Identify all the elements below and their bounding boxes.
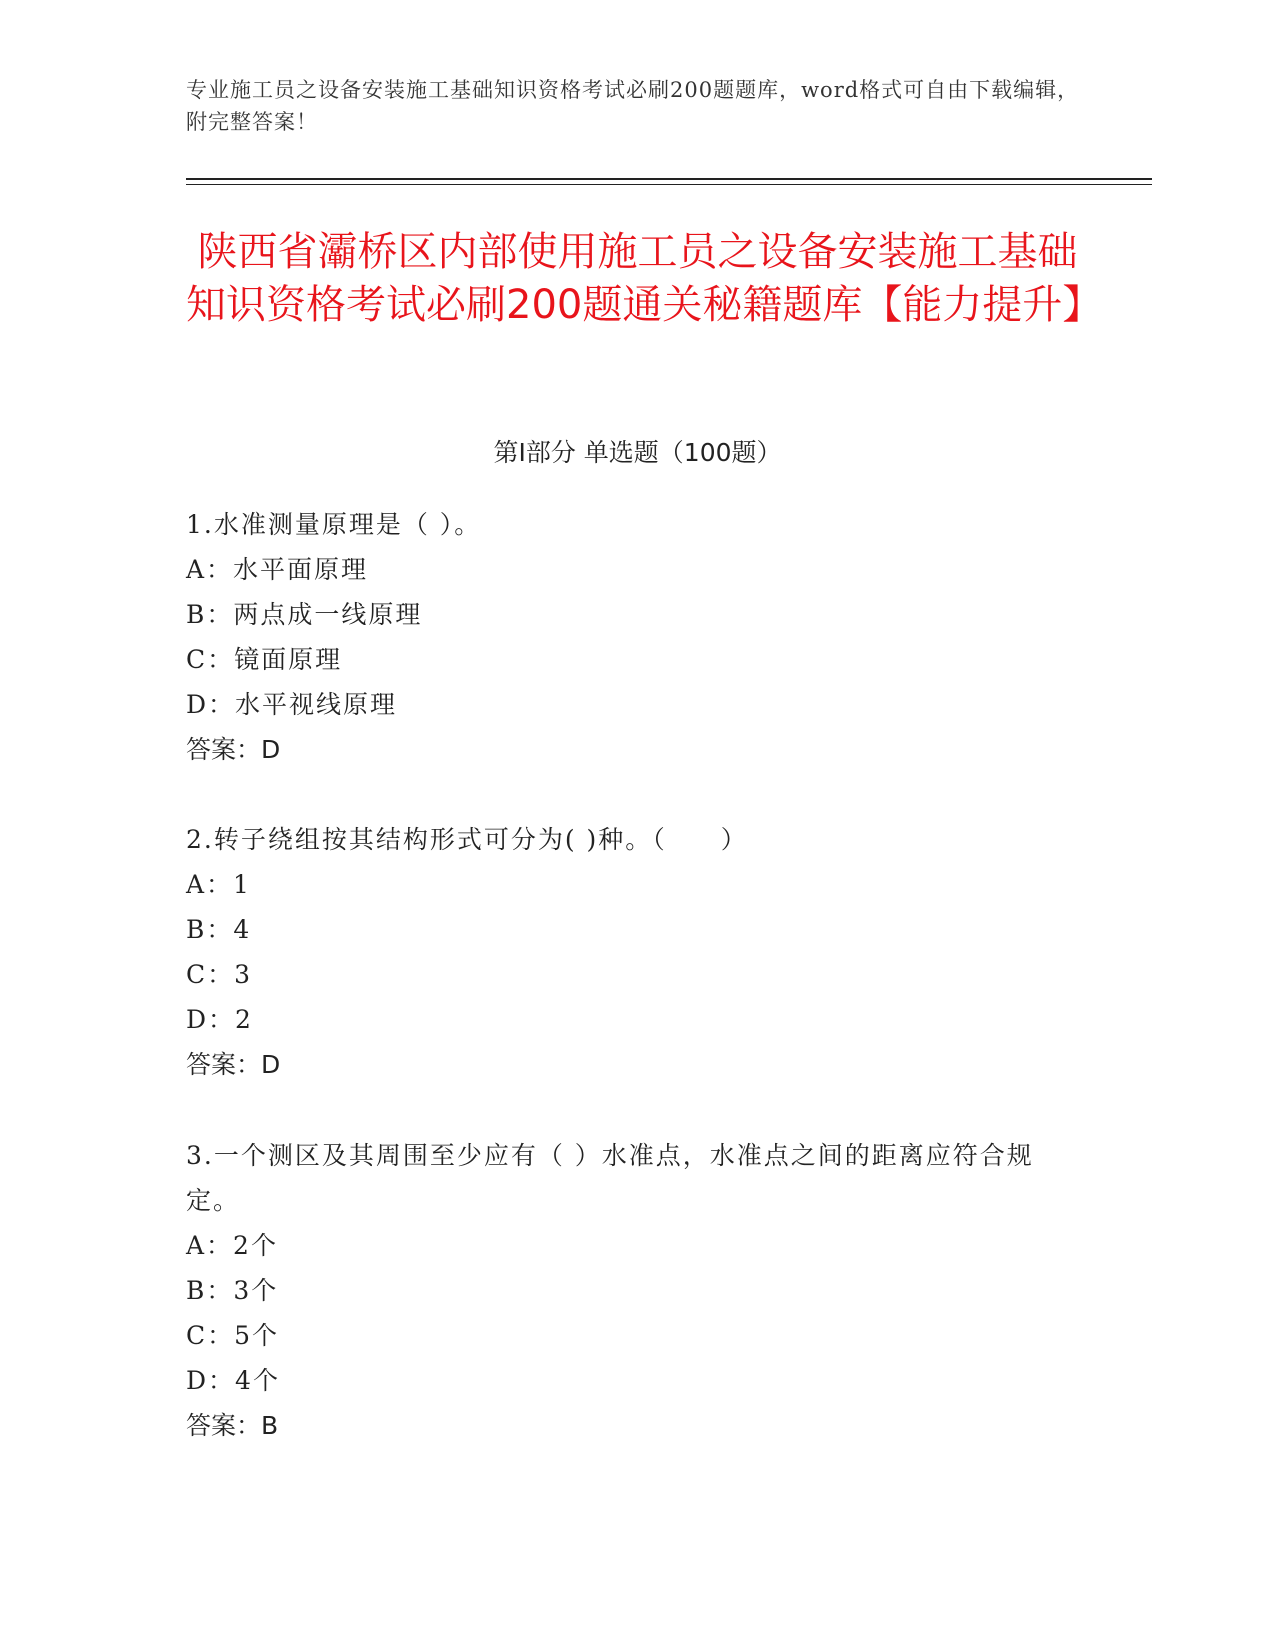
- question-2: [186, 817, 1086, 1087]
- option-a: A：水平面原理: [186, 555, 369, 584]
- option-c: C：3: [186, 960, 253, 989]
- option-b: B：两点成一线原理: [186, 600, 423, 629]
- question-stem: 3.一个测区及其周围至少应有（ ）水准点，水准点之间的距离应符合规定。: [186, 1141, 1034, 1215]
- answer: 答案：D: [186, 735, 281, 764]
- section-heading: 第I部分 单选题（100题）: [493, 438, 782, 467]
- header-rule-thin: [186, 184, 1152, 185]
- header-note: 专业施工员之设备安装施工基础知识资格考试必刷200题题库，word格式可自由下载编辑，附完整答案！: [186, 78, 1080, 134]
- document-title: 陕西省灞桥区内部使用施工员之设备安装施工基础知识资格考试必刷200题通关秘籍题库【能力提升】: [186, 229, 1103, 328]
- option-b: B：4: [186, 915, 252, 944]
- option-d: D：水平视线原理: [186, 690, 398, 719]
- option-a: A：1: [186, 870, 251, 899]
- option-d: D：2: [186, 1005, 253, 1034]
- question-3: [186, 1133, 1086, 1448]
- question-stem: 2.转子绕组按其结构形式可分为( )种。（ ）: [186, 825, 748, 854]
- answer: 答案：D: [186, 1050, 281, 1079]
- option-d: D：4个: [186, 1366, 280, 1395]
- answer: 答案：B: [186, 1411, 279, 1440]
- option-a: A：2个: [186, 1231, 278, 1260]
- option-c: C：5个: [186, 1321, 280, 1350]
- question-1: [186, 502, 1086, 772]
- option-b: B：3个: [186, 1276, 279, 1305]
- header-rule-thick: [186, 178, 1152, 180]
- option-c: C：镜面原理: [186, 645, 343, 674]
- question-stem: 1.水准测量原理是（ ）。: [186, 510, 482, 539]
